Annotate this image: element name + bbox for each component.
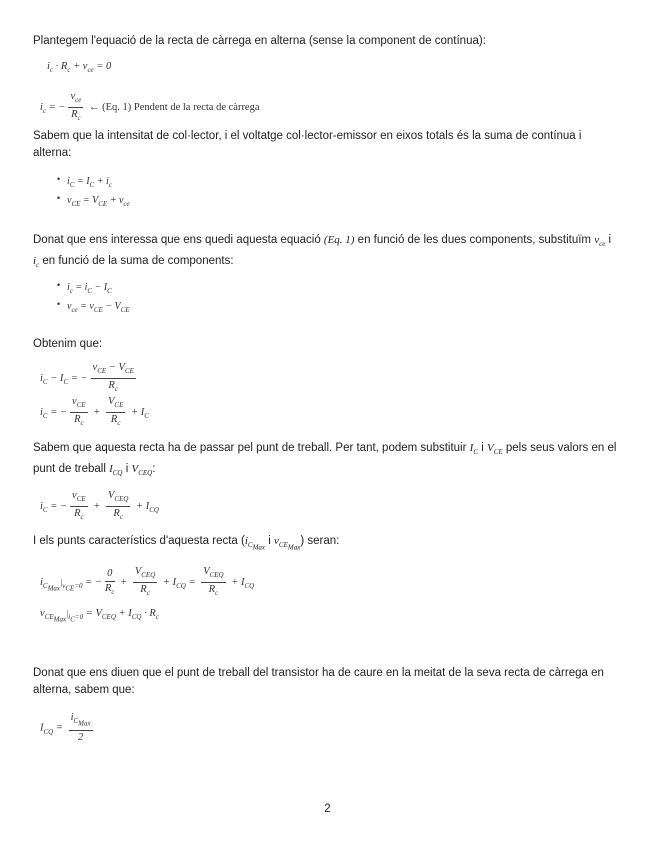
page-number: 2 [324,803,331,815]
equation-load-line: $i_c \cdot R_c + v_{ce} = 0$ [47,61,112,75]
paragraph-sum: Sabem que la intensitat de col·lector, i el voltatge col·lector-emissor en eixos totals és la suma de contínua i alterna: [33,130,582,159]
text-span: en funció de les dues components, substituïm [357,234,592,246]
equation-icq-half: $I_{CQ}$ = $\frac{i_{C_{Max}}}{2}$ [40,712,91,744]
equation-icmax: $i_{C_{Max}}|_{v_{CE}=0}$ = − $\frac{0}{R_c}$ + $\frac{V_{CEQ}}{R_c}$ + $I_{CQ}$ = $\frac{V_{CEQ}}{R_c}$ + $I_{CQ}$ [40,566,255,598]
var-VCE: V [486,442,494,454]
var-VCEQ: V [131,463,139,476]
bullet-vce-ac: • $v_{ce} = v_{CE} - V_{CE}$ [67,301,130,314]
equation-ic-solved: $i_C$ = − $\frac{v_{CE}}{R_c}$ + $\frac{V_{CE}}{R_c}$ + $I_C$ [40,396,149,428]
var-ICQ: I [109,463,113,476]
text-span: ) seran: [300,535,340,547]
text-span: i [268,535,271,547]
text-span: pels seus valors en el punt de treball [33,442,617,476]
equation-1-note: ← (Eq. 1) Pendent de la recta de càrrega [88,102,260,113]
text-span: : [152,463,156,476]
text-span: Sabem que aquesta recta ha de passar pel punt de treball. Per tant, podem substituir [33,442,467,454]
text-span: I els punts característics d'aquesta recta ( [33,535,245,547]
paragraph-substitute: Donat que ens interessa que ens quedi aquesta equació (Eq. 1) en funció de les dues components, substituïm $v_{ce}$ i $i_c$ en funció de la suma de components: [33,234,612,270]
text-span: i [125,463,129,476]
equation-substituted: $i_C - I_C$ = − $\frac{v_{CE} - V_{CE}}{R_c}$ [40,362,134,394]
paragraph-characteristic-points: I els punts característics d'aquesta recta ($i_{C_{Max}}$ i $v_{CE_{Max}}$) seran: [33,535,340,552]
var-ic: i [33,255,37,268]
var-vcemax: v [274,535,279,547]
eq-lhs: i [47,61,50,72]
text-span: i [481,442,484,454]
paragraph-obtain: Obtenim que: [33,338,103,350]
bullet-ic-ac: • $i_c = i_C - I_C$ [67,282,112,295]
paragraph-work-point: Sabem que aquesta recta ha de passar pel punt de treball. Per tant, podem substituir $I_C$ i $V_{CE}$ pels seus valors en el punt de treball $I_{CQ}$ i $V_{CEQ}$: [33,442,617,478]
text-span: i [608,234,612,246]
bullet-vce-total: • $v_{CE} = V_{CE} + v_{ce}$ [67,195,130,208]
equation-vcemax: $v_{CE_{Max}}|_{i_C=0} = V_{CEQ} + I_{CQ} \cdot R_c$ [40,608,159,624]
equation-1: $i_c$ = − $\frac{v_{ce}}{R_c}$ ← (Eq. 1) Pendent de la recta de càrrega [40,91,260,123]
paragraph-midpoint: Donat que ens diuen que el punt de treball del transistor ha de caure en la meitat de la seva recta de càrrega en alterna, sabem que: [33,667,604,696]
var-icmax: i [244,535,248,547]
equation-work-point: $i_C$ = − $\frac{v_{CE}}{R_c}$ + $\frac{V_{CEQ}}{R_c}$ + $I_{CQ}$ [40,490,159,522]
eq-reference: (Eq. 1) [323,234,355,246]
var-vce: v [594,234,600,246]
bullet-ic-total: • $i_C = I_C + i_c$ [67,176,112,189]
var-IC: I [469,442,474,454]
paragraph-intro: Plantegem l'equació de la recta de càrrega en alterna (sense la component de contínua): [33,35,486,47]
text-span: en funció de la suma de components: [42,255,234,268]
text-span: Donat que ens interessa que ens quedi aquesta equació [33,234,321,246]
